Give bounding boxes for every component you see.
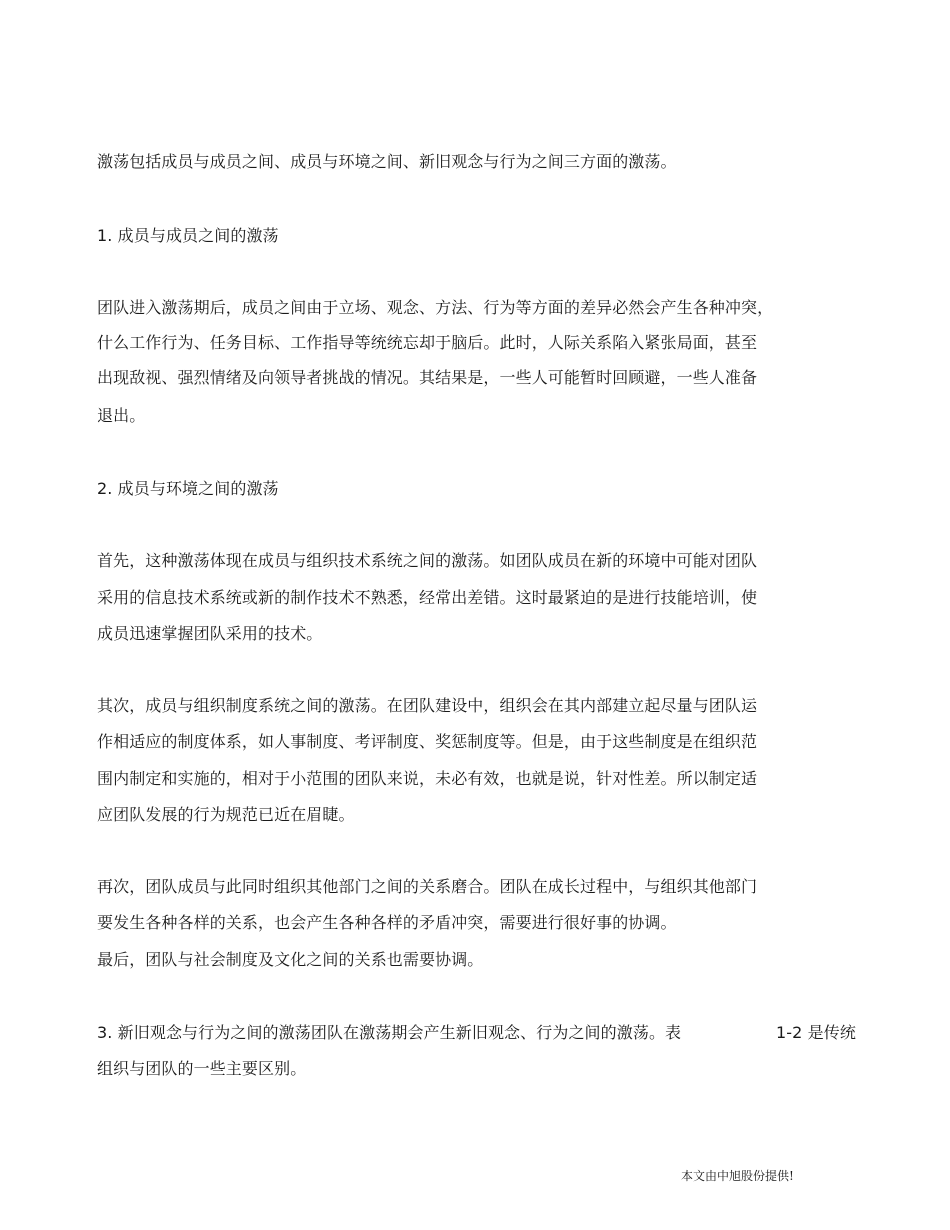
- section-1-heading: 1. 成员与成员之间的激荡: [97, 226, 279, 245]
- section-2-para-3-line: 最后，团队与社会制度及文化之间的关系也需要协调。: [97, 950, 484, 969]
- section-2-para-1-line: 成员迅速掌握团队采用的技术。: [97, 624, 323, 643]
- section-2-para-2-line: 围内制定和实施的，相对于小范围的团队来说，未必有效，也就是说，针对性差。所以制定适: [97, 769, 758, 788]
- section-2-para-2-line: 其次，成员与组织制度系统之间的激荡。在团队建设中，组织会在其内部建立起尽量与团队运: [97, 696, 758, 715]
- section-1-text-line: 团队进入激荡期后，成员之间由于立场、观念、方法、行为等方面的差异必然会产生各种冲突，: [97, 298, 774, 317]
- section-1-text-line: 什么工作行为、任务目标、工作指导等统统忘却于脑后。此时，人际关系陷入紧张局面，甚至: [97, 333, 758, 352]
- section-2-para-2-line: 应团队发展的行为规范已近在眉睫。: [97, 805, 355, 824]
- footer-credit: 本文由中旭股份提供!: [681, 1169, 794, 1183]
- section-2-para-3-line: 再次，团队成员与此同时组织其他部门之间的关系磨合。团队在成长过程中，与组织其他部门: [97, 877, 758, 896]
- section-2-para-2-line: 作相适应的制度体系，如人事制度、考评制度、奖惩制度等。但是，由于这些制度是在组织范: [97, 732, 758, 751]
- section-3-line: [97, 1023, 681, 1043]
- table-reference: 1-2 是传统: [776, 1023, 856, 1042]
- intro-paragraph: 激荡包括成员与成员之间、成员与环境之间、新旧观念与行为之间三方面的激荡。: [97, 152, 677, 171]
- section-2-heading: 2. 成员与环境之间的激荡: [97, 479, 279, 498]
- section-3-text: 3. 新旧观念与行为之间的激荡团队在激荡期会产生新旧观念、行为之间的激荡。表: [97, 1023, 682, 1042]
- section-3-line: 组织与团队的一些主要区别。: [97, 1059, 307, 1078]
- section-2-para-3-line: 要发生各种各样的关系，也会产生各种各样的矛盾冲突，需要进行很好事的协调。: [97, 913, 677, 932]
- section-2-para-1-line: 采用的信息技术系统或新的制作技术不熟悉，经常出差错。这时最紧迫的是进行技能培训，使: [97, 588, 758, 607]
- section-1-text-line: 退出。: [97, 406, 146, 425]
- section-2-para-1-line: 首先，这种激荡体现在成员与组织技术系统之间的激荡。如团队成员在新的环境中可能对团队: [97, 551, 758, 570]
- section-1-text-line: 出现敌视、强烈情绪及向领导者挑战的情况。其结果是，一些人可能暂时回顾避，一些人准备: [97, 368, 758, 387]
